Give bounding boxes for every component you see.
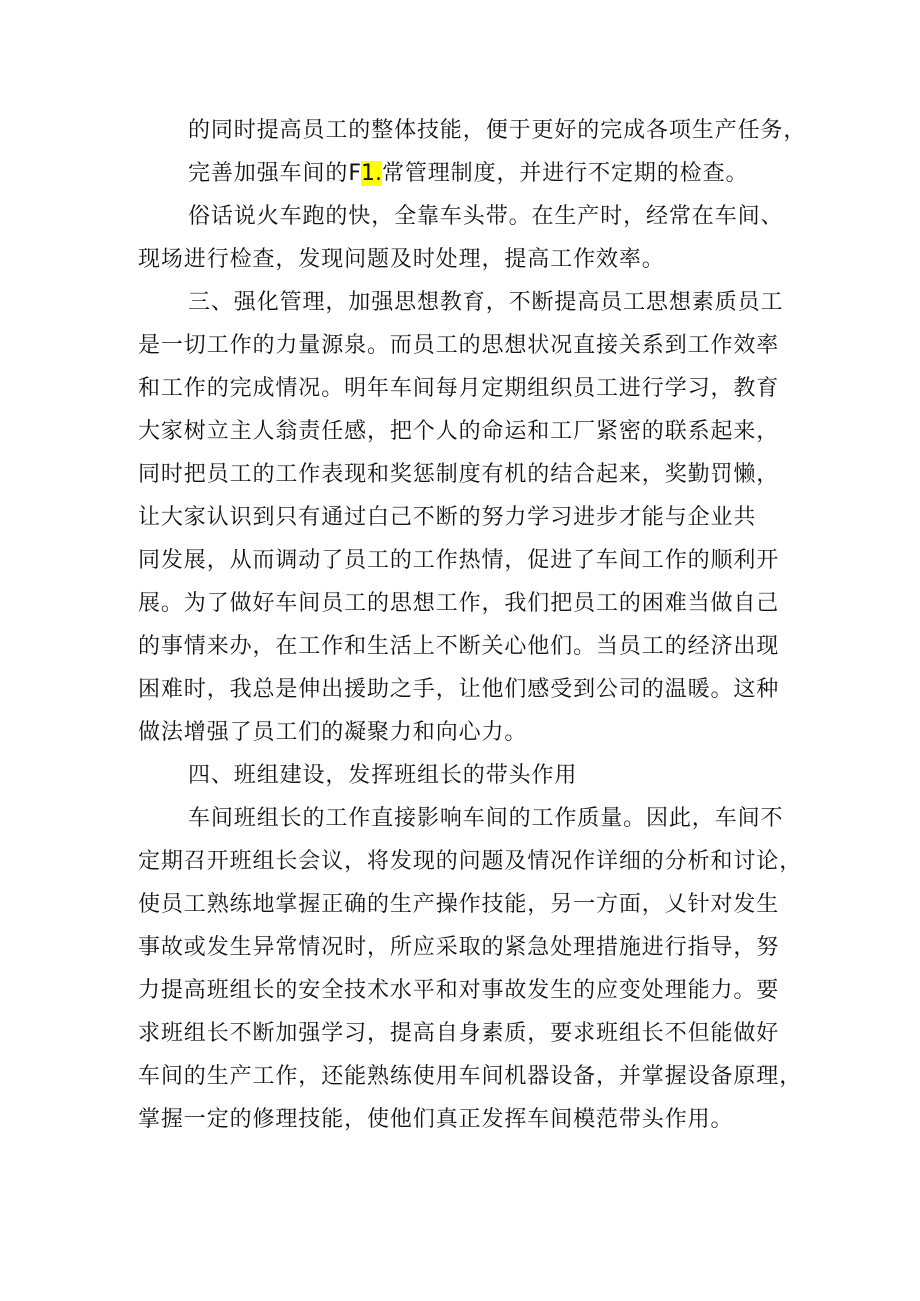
line-text: 掌握一定的修理技能，使他们真正发挥车间模范带头作用。: [138, 1107, 734, 1132]
text-line: [188, 159, 920, 189]
line-text: 车间的生产工作，还能熟练使用车间机器设备，并掌握设备原理，: [138, 1064, 803, 1089]
line-text: 事故或发生异常情况时，所应采取的紧急处理措施进行指导，努: [138, 935, 780, 960]
line-text: 大家树立主人翁责任感，把个人的命运和工厂紧密的联系起来，: [138, 419, 780, 444]
line-text: 常管理制度，并进行不定期的检查。: [381, 161, 749, 186]
line-text: 定期召开班组长会议，将发现的问题及情况作详细的分析和讨论，: [138, 849, 803, 874]
text-line: [138, 460, 920, 490]
line-text: 困难时，我总是伸出援助之手，让他们感受到公司的温暖。这种: [138, 677, 780, 702]
text-line: [138, 976, 920, 1006]
text-line: [138, 374, 920, 404]
text-line: [138, 503, 920, 533]
line-text: 车间班组长的工作直接影响车间的工作质量。因此，车间不: [188, 806, 784, 831]
line-text: 三、强化管理，加强思想教育，不断提高员工思想素质员工: [188, 290, 784, 315]
line-text: 现场进行检查，发现问题及时处理，提高工作效率。: [138, 247, 665, 272]
text-line: [188, 202, 920, 232]
section-heading: [188, 761, 920, 791]
line-text: 完善加强车间的: [188, 161, 349, 186]
text-line: [138, 1062, 920, 1092]
line-text: 和工作的完成情况。明年车间每月定期组织员工进行学习，教育: [138, 376, 780, 401]
line-text: 是一切工作的力量源泉。而员工的思想状况直接关系到工作效率: [138, 333, 780, 358]
line-text: 的同时提高员工的整体技能，便于更好的完成各项生产任务，: [188, 118, 807, 143]
text-line: [138, 933, 920, 963]
line-text: 的事情来办，在工作和生活上不断关心他们。当员工的经济出现: [138, 634, 780, 659]
text-line: [138, 718, 920, 748]
line-text: 展。为了做好车间员工的思想工作，我们把员工的困难当做自己: [138, 591, 780, 616]
marker-letter: F: [348, 161, 361, 186]
text-line: [138, 675, 920, 705]
line-text: 俗话说火车跑的快，全靠车头带。在生产时，经常在车间、: [188, 204, 784, 229]
text-line: [188, 288, 920, 318]
text-line: [138, 632, 920, 662]
line-text: 同时把员工的工作表现和奖惩制度有机的结合起来，奖勤罚懒，: [138, 462, 780, 487]
line-text: 四、班组建设，发挥班组长的带头作用: [188, 763, 578, 788]
text-line: [188, 804, 920, 834]
text-line: [188, 116, 920, 146]
line-text: 使员工熟练地掌握正确的生产操作技能，另一方面，乂针对发生: [138, 892, 780, 917]
line-text: 同发展，从而调动了员工的工作热情，促进了车间工作的顺利开: [138, 548, 780, 573]
line-text: 做法增强了员工们的凝聚力和向心力。: [138, 720, 528, 745]
line-text: 求班组长不断加强学习，提高自身素质，要求班组长不但能做好: [138, 1021, 780, 1046]
text-line: [138, 1019, 920, 1049]
text-line: [138, 331, 920, 361]
line-text: 让大家认识到只有通过白己不断的努力学习进步才能与企业共: [138, 505, 757, 530]
text-line: [138, 589, 920, 619]
text-line: [138, 417, 920, 447]
text-line: [138, 1105, 920, 1135]
text-line: [138, 847, 920, 877]
line-text: 力提高班组长的安全技术水平和对事故发生的应变处理能力。要: [138, 978, 780, 1003]
text-line: [138, 890, 920, 920]
highlight-marker: 1.: [360, 161, 382, 186]
text-line: [138, 546, 920, 576]
text-line: [138, 245, 920, 275]
